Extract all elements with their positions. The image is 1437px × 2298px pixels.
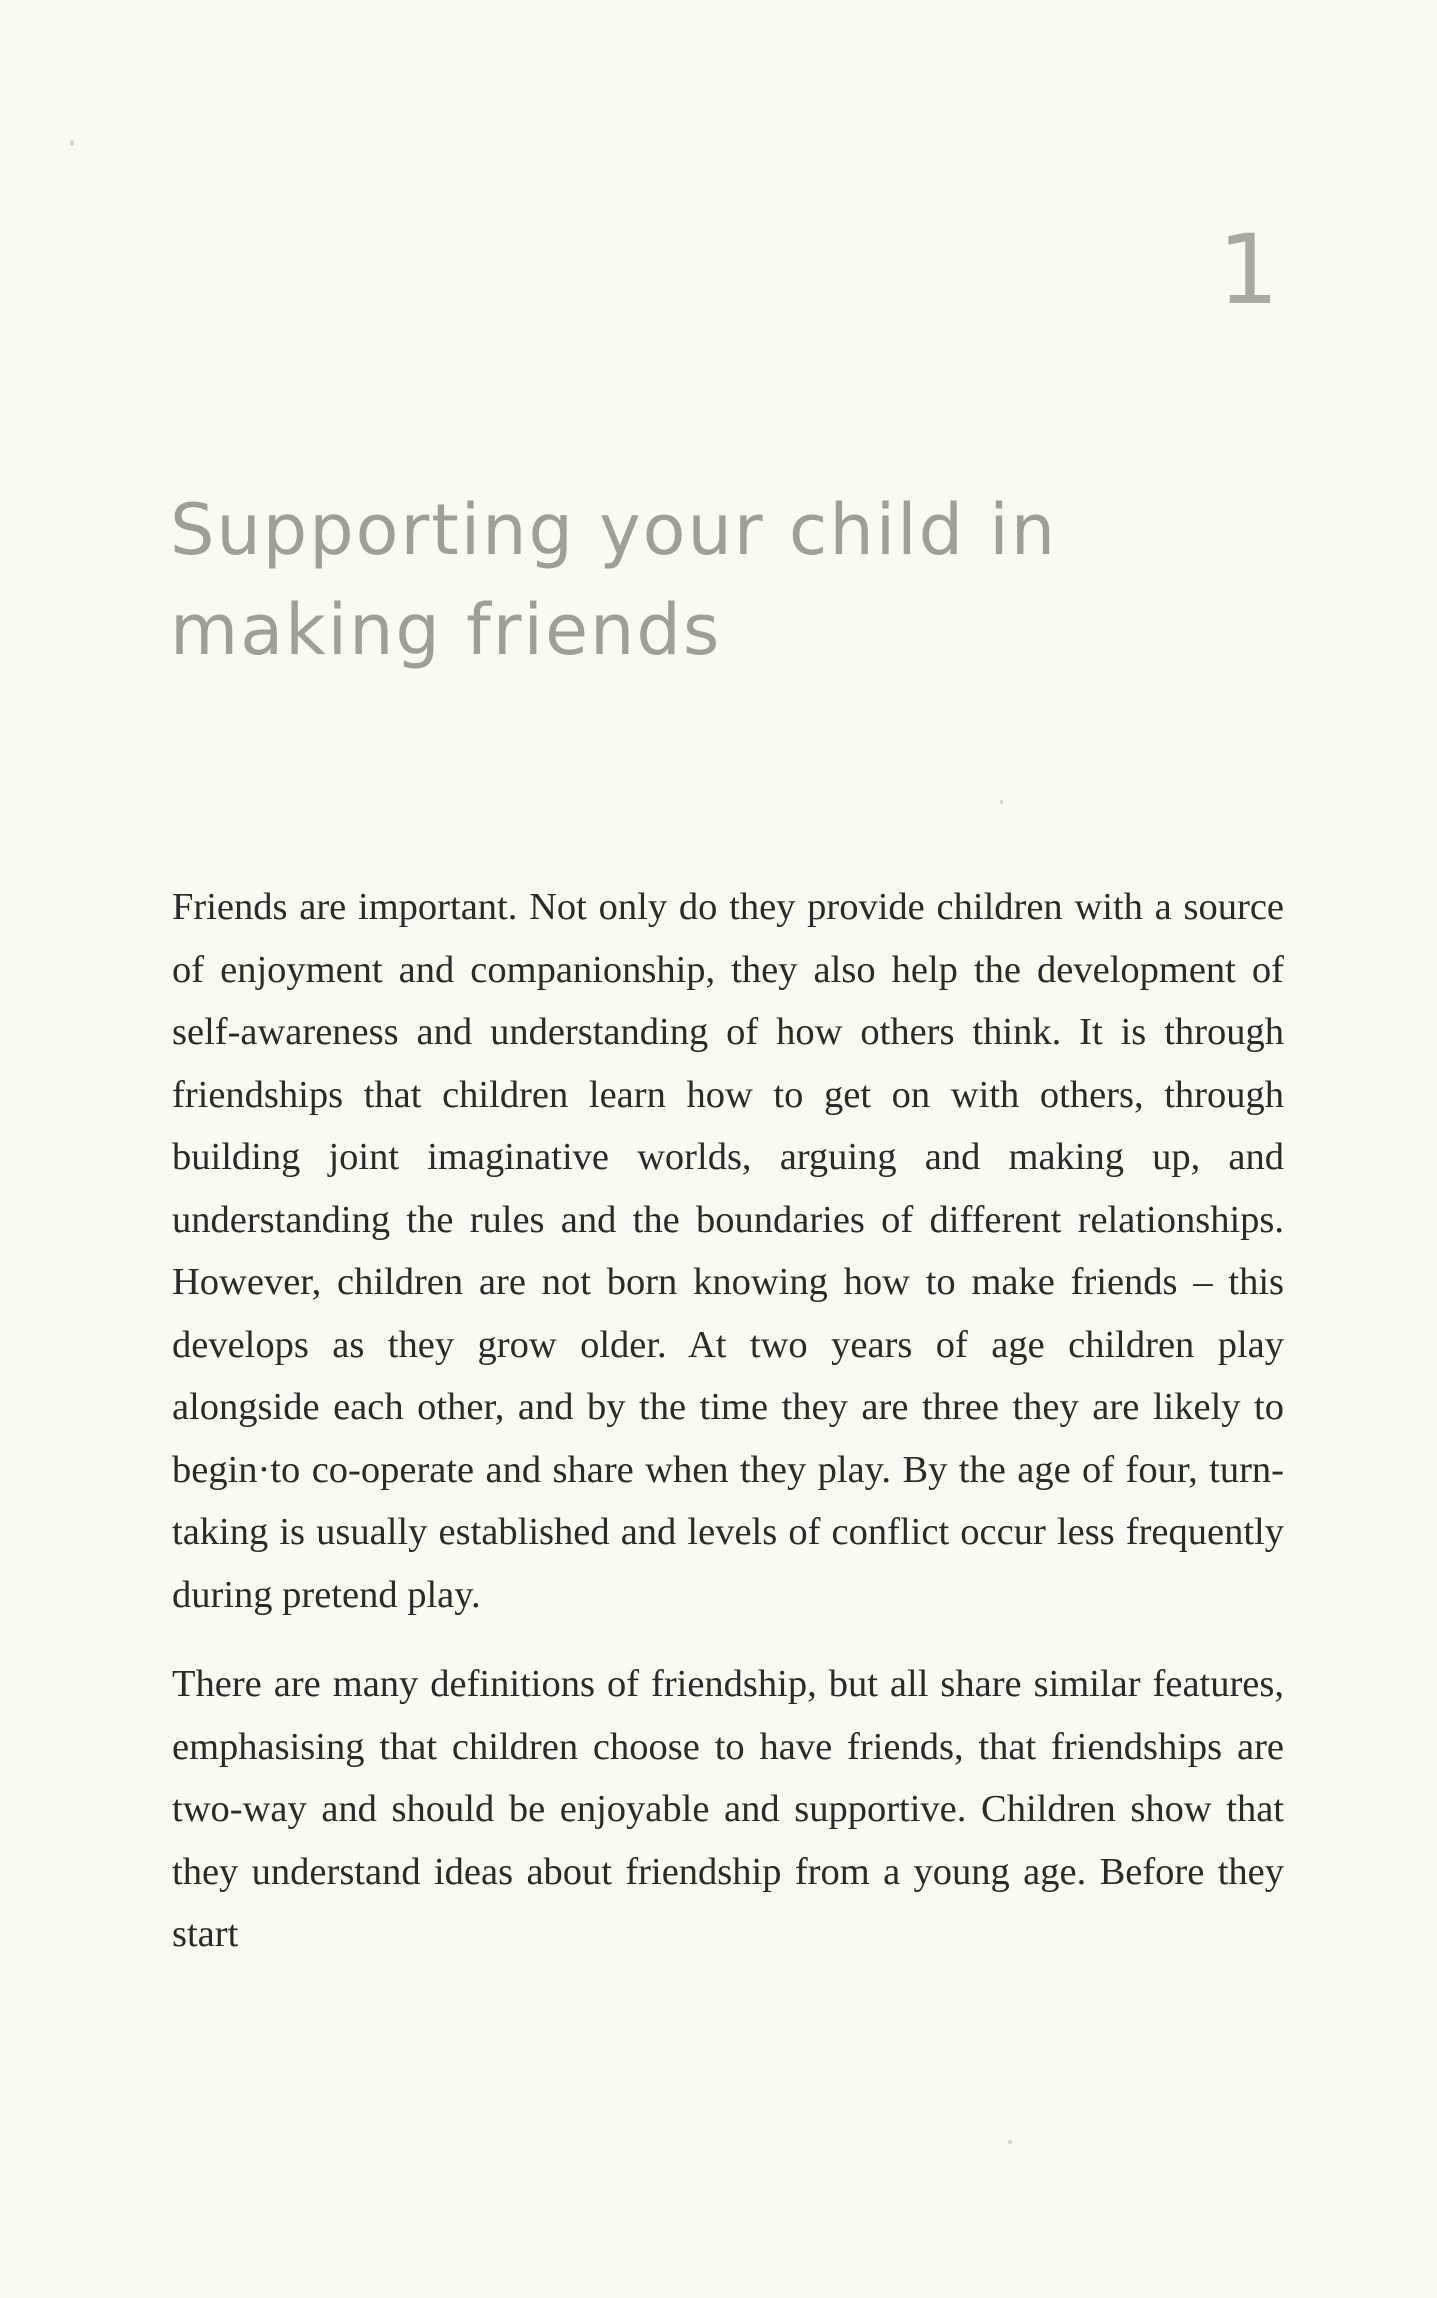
chapter-title: Supporting your child in making friends <box>170 489 1058 671</box>
scan-speck <box>1000 800 1003 804</box>
paragraph-1: Friends are important. Not only do they provide children with a source of enjoyment and companionship, they also help the development of self-awareness and understanding of how others think. It is through friendships that children learn how to get on with others, through building joint imaginative worlds, arguing and making up, and understanding the rules and the boundaries of different relationships. However, children are not born knowing how to make friends – this develops as they grow older. At two years of age children play alongside each other, and by the time they are three they are likely to begin·to co-operate and share when they play. By the age of four, turn-taking is usually established and levels of conflict occur less frequently during pretend play. <box>172 886 1284 1616</box>
scan-speck <box>1008 2140 1012 2144</box>
scan-speck <box>70 140 74 146</box>
body-text <box>172 876 1284 1966</box>
chapter-number: 1 <box>1217 214 1279 326</box>
paragraph-2: There are many definitions of friendship, but all share similar features, emphasising that children choose to have friends, that friendships are two-way and should be enjoyable and supportive. Children show that they understand ideas about friendship from a young age. Before they start <box>172 1663 1284 1955</box>
